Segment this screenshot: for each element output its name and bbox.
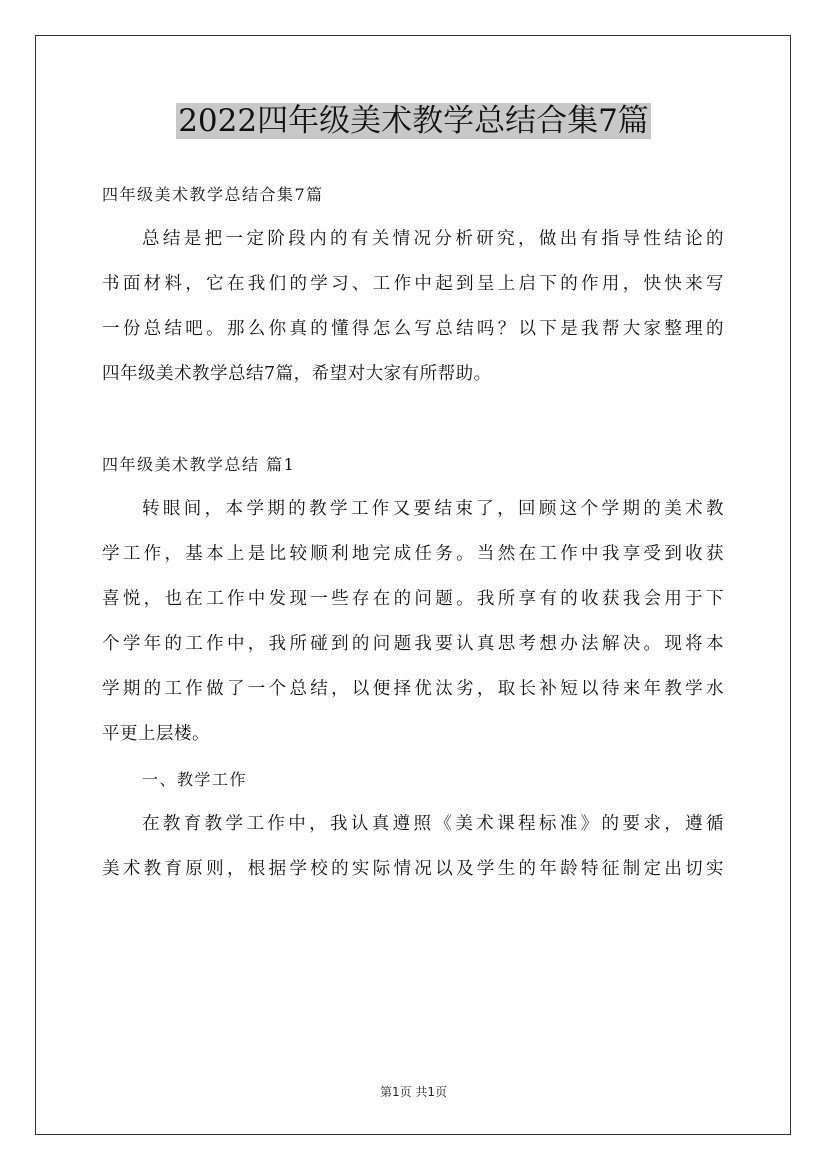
intro-line: 总结是把一定阶段内的有关情况分析研究，做出有指导性结论的 — [142, 229, 724, 249]
intro-line: 书面材料，它在我们的学习、工作中起到呈上启下的作用，快快来写 — [102, 274, 724, 294]
document-title — [0, 100, 827, 142]
subsection-line: 美术教育原则，根据学校的实际情况以及学生的年龄特征制定出切实 — [102, 859, 724, 879]
blank-line — [102, 397, 724, 442]
section-line: 喜悦，也在工作中发现一些存在的问题。我所享有的收获我会用于下 — [102, 589, 724, 609]
section-line: 平更上层楼。 — [102, 724, 210, 744]
section-line: 学工作，基本上是比较顺利地完成任务。当然在工作中我享受到收获 — [102, 544, 724, 564]
subsection-line: 在教育教学工作中，我认真遵照《美术课程标准》的要求，遵循 — [142, 814, 724, 834]
intro-line: 一份总结吧。那么你真的懂得怎么写总结吗？以下是我帮大家整理的 — [102, 319, 724, 339]
intro-line: 四年级美术教学总结7篇，希望对大家有所帮助。 — [102, 364, 492, 384]
section-line: 转眼间，本学期的教学工作又要结束了，回顾这个学期的美术教 — [142, 499, 724, 519]
page-footer: 第1页 共1页 — [379, 1085, 448, 1099]
section-heading: 四年级美术教学总结 篇1 — [102, 455, 296, 474]
section-line: 学期的工作做了一个总结，以便择优汰劣，取长补短以待来年教学水 — [102, 679, 724, 699]
document-title-text: 2022四年级美术教学总结合集7篇 — [178, 103, 649, 139]
section-line: 个学年的工作中，我所碰到的问题我要认真思考想办法解决。现将本 — [102, 634, 724, 654]
document-body — [102, 172, 724, 892]
subsection-heading: 一、教学工作 — [142, 770, 248, 789]
subtitle: 四年级美术教学总结合集7篇 — [102, 185, 324, 204]
